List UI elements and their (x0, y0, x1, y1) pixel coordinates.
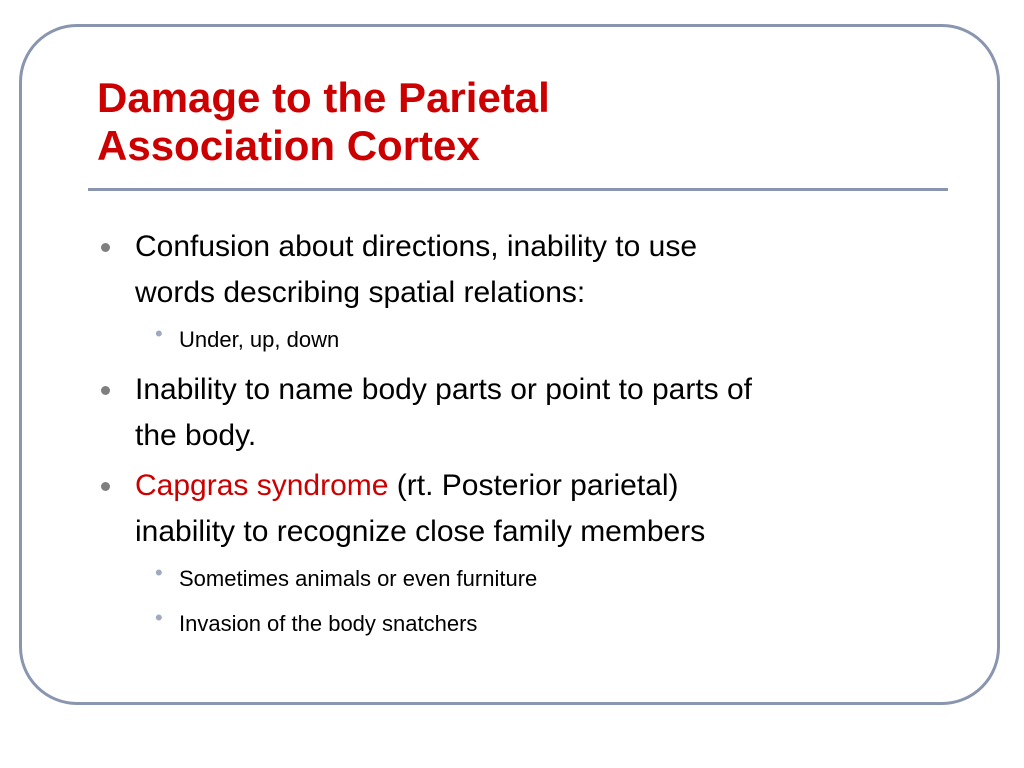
bullet-item-2 (98, 367, 948, 459)
bullet-dot-icon (101, 482, 110, 491)
bullet-1-line-1: Confusion about directions, inability to use (135, 230, 698, 263)
slide-title (97, 74, 897, 170)
bullet-3-line-2: inability to recognize close family members (135, 515, 706, 548)
title-line-1: Damage to the Parietal (97, 74, 550, 121)
title-divider (88, 188, 948, 191)
bullet-item-3 (98, 463, 948, 555)
sub-bullet-3-2 (98, 600, 948, 647)
sub-bullet-3-2-text: Invasion of the body snatchers (179, 611, 478, 636)
bullet-2-line-1: Inability to name body parts or point to parts of (135, 373, 753, 406)
sub-bullet-dot-icon: • (155, 560, 163, 585)
bullet-dot-icon (101, 386, 110, 395)
bullet-list (98, 224, 948, 647)
sub-bullet-dot-icon: • (155, 605, 163, 630)
bullet-item-1 (98, 224, 948, 316)
sub-bullet-1-1-text: Under, up, down (179, 327, 340, 352)
sub-bullet-1-1 (98, 316, 948, 363)
bullet-1-line-2: words describing spatial relations: (135, 276, 586, 309)
capgras-syndrome-highlight: Capgras syndrome (135, 469, 389, 502)
title-line-2: Association Cortex (97, 122, 480, 169)
bullet-2-line-2: the body. (135, 419, 257, 452)
sub-bullet-3-1-text: Sometimes animals or even furniture (179, 566, 538, 591)
sub-bullet-3-1 (98, 555, 948, 602)
sub-bullet-dot-icon: • (155, 321, 163, 346)
bullet-3-line-1-rest: (rt. Posterior parietal) (388, 469, 679, 502)
bullet-dot-icon (101, 243, 110, 252)
